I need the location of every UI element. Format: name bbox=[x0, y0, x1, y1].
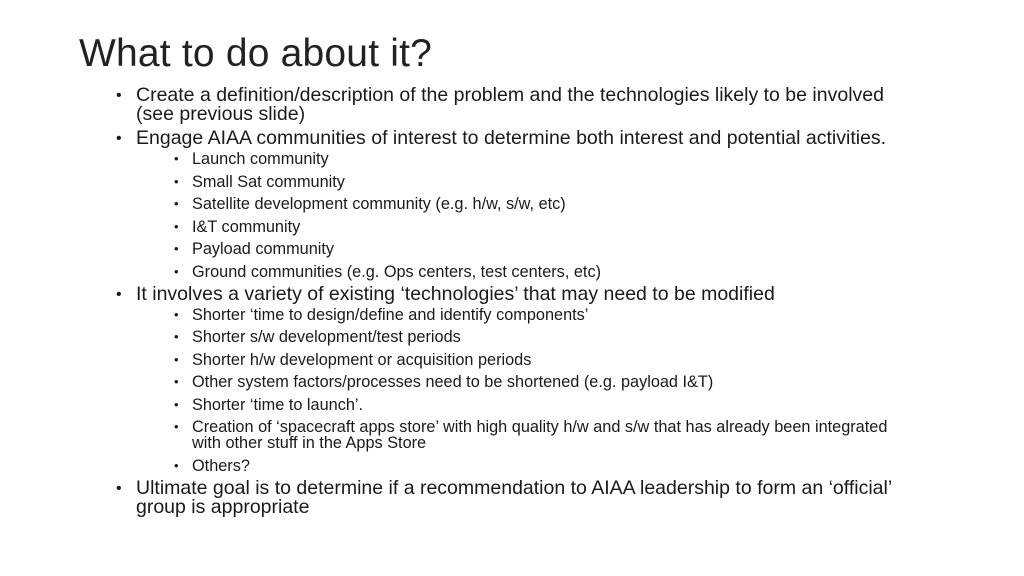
sub-bullet-text: Satellite development community (e.g. h/w, s/w, etc) bbox=[192, 195, 566, 213]
sub-bullet-text: Creation of ‘spacecraft apps store’ with high quality h/w and s/w that has already been integrated with other stuff in the Apps Store bbox=[192, 418, 888, 452]
bullet-icon: • bbox=[116, 479, 122, 497]
bullet-icon: • bbox=[174, 374, 179, 389]
sub-bullet-item bbox=[174, 241, 906, 257]
bullet-icon: • bbox=[174, 173, 179, 189]
bullet-icon: • bbox=[174, 241, 179, 256]
sub-bullet-item bbox=[174, 264, 906, 280]
bullet-text: Engage AIAA communities of interest to determine both interest and potential activities. bbox=[136, 127, 887, 149]
slide-body bbox=[116, 86, 906, 517]
bullet-icon: • bbox=[174, 329, 179, 344]
sub-bullet-item bbox=[174, 397, 906, 413]
bullet-icon: • bbox=[174, 457, 179, 473]
bullet-item bbox=[116, 129, 906, 280]
sub-bullet-item bbox=[174, 374, 906, 390]
sub-bullet-item bbox=[174, 352, 906, 368]
bullet-item bbox=[116, 86, 906, 124]
bullet-icon: • bbox=[174, 396, 179, 412]
bullet-icon: • bbox=[174, 151, 179, 166]
sub-bullet-text: Other system factors/processes need to be shortened (e.g. payload I&T) bbox=[192, 373, 714, 391]
bullet-icon: • bbox=[174, 218, 179, 234]
bullet-icon: • bbox=[174, 263, 179, 279]
bullet-text: Ultimate goal is to determine if a recommendation to AIAA leadership to form an ‘official’ group is appropriate bbox=[136, 476, 892, 518]
bullet-icon: • bbox=[116, 130, 122, 147]
sub-bullet-item bbox=[174, 219, 906, 235]
sub-bullet-list bbox=[136, 307, 906, 474]
sub-bullet-text: I&T community bbox=[192, 217, 301, 236]
bullet-icon: • bbox=[116, 87, 122, 104]
sub-bullet-item bbox=[174, 151, 906, 167]
sub-bullet-item bbox=[174, 329, 906, 345]
bullet-list bbox=[116, 86, 906, 517]
bullet-item bbox=[116, 282, 906, 475]
sub-bullet-text: Small Sat community bbox=[192, 172, 345, 191]
sub-bullet-text: Shorter s/w development/test periods bbox=[192, 328, 461, 346]
bullet-item bbox=[116, 476, 906, 518]
sub-bullet-item bbox=[174, 196, 906, 212]
sub-bullet-text: Others? bbox=[192, 456, 250, 475]
bullet-icon: • bbox=[174, 351, 179, 367]
sub-bullet-text: Ground communities (e.g. Ops centers, test centers, etc) bbox=[192, 262, 602, 281]
bullet-icon: • bbox=[174, 196, 179, 211]
sub-bullet-list bbox=[136, 151, 906, 280]
bullet-text: It involves a variety of existing ‘technologies’ that may need to be modified bbox=[136, 282, 775, 305]
bullet-icon: • bbox=[174, 306, 179, 322]
sub-bullet-text: Shorter ‘time to design/define and identify components’ bbox=[192, 305, 589, 324]
slide-title: What to do about it? bbox=[79, 32, 433, 75]
sub-bullet-item bbox=[174, 419, 906, 451]
sub-bullet-text: Launch community bbox=[192, 150, 329, 168]
sub-bullet-text: Shorter h/w development or acquisition periods bbox=[192, 350, 532, 369]
sub-bullet-text: Payload community bbox=[192, 240, 335, 258]
sub-bullet-text: Shorter ‘time to launch’. bbox=[192, 395, 364, 414]
bullet-icon: • bbox=[116, 285, 122, 303]
bullet-icon: • bbox=[174, 419, 179, 434]
sub-bullet-item bbox=[174, 307, 906, 323]
sub-bullet-item bbox=[174, 174, 906, 190]
bullet-text: Create a definition/description of the problem and the technologies likely to be involved (see previous slide) bbox=[136, 84, 884, 125]
sub-bullet-item bbox=[174, 458, 906, 474]
